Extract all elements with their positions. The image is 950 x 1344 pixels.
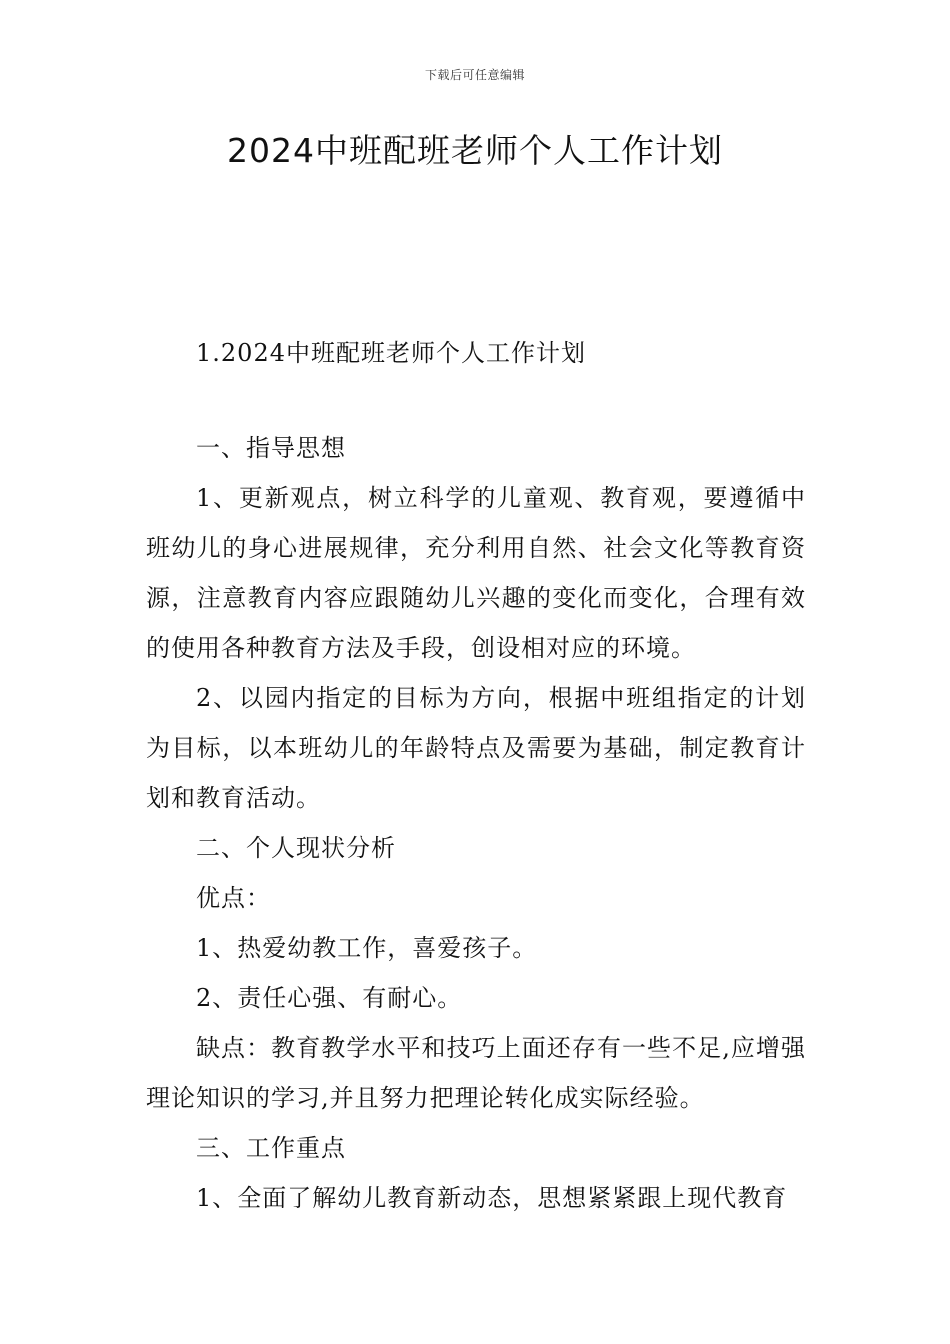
weakness-paragraph: 缺点：教育教学水平和技巧上面还存有一些不足,应增强理论知识的学习,并且努力把理论转化成实际经验。 bbox=[146, 1034, 806, 1112]
document-subtitle: 1.2024中班配班老师个人工作计划 bbox=[196, 339, 586, 367]
document-title: 2024中班配班老师个人工作计划 bbox=[227, 131, 723, 170]
paragraph-work-focus-1: 1、全面了解幼儿教育新动态，思想紧紧跟上现代教育 bbox=[196, 1184, 788, 1212]
paragraph-guiding-2: 2、以园内指定的目标为方向，根据中班组指定的计划为目标，以本班幼儿的年龄特点及需要为基础，制定教育计划和教育活动。 bbox=[146, 684, 806, 812]
strength-item-2: 2、责任心强、有耐心。 bbox=[196, 984, 463, 1012]
section-heading-guiding-thought: 一、指导思想 bbox=[196, 434, 346, 462]
document-body bbox=[146, 423, 806, 1223]
strengths-label: 优点： bbox=[196, 884, 271, 912]
header-note: 下载后可任意编辑 bbox=[424, 68, 525, 82]
section-heading-work-focus: 三、工作重点 bbox=[196, 1134, 346, 1162]
paragraph-guiding-1: 1、更新观点，树立科学的儿童观、教育观，要遵循中班幼儿的身心进展规律，充分利用自然、社会文化等教育资源，注意教育内容应跟随幼儿兴趣的变化而变化，合理有效的使用各种教育方法及手段，创设相对应的环境。 bbox=[146, 484, 806, 662]
section-heading-status-analysis: 二、个人现状分析 bbox=[196, 834, 396, 862]
strength-item-1: 1、热爱幼教工作，喜爱孩子。 bbox=[196, 934, 538, 962]
